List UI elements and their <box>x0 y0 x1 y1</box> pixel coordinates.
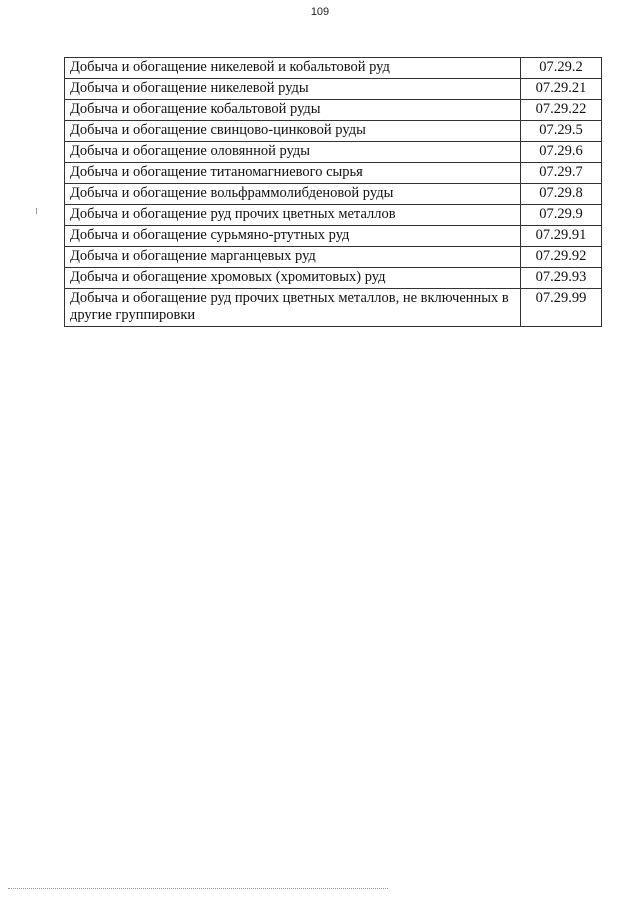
scan-artifact-line <box>8 888 388 889</box>
activity-name-cell: Добыча и обогащение никелевой руды <box>65 79 521 100</box>
classification-table <box>64 57 602 327</box>
table-row <box>65 142 602 163</box>
activity-name-cell: Добыча и обогащение оловянной руды <box>65 142 521 163</box>
table-row <box>65 268 602 289</box>
table-row <box>65 121 602 142</box>
table-row <box>65 100 602 121</box>
activity-name-cell: Добыча и обогащение вольфраммолибденовой руды <box>65 184 521 205</box>
activity-code-cell: 07.29.21 <box>521 79 602 100</box>
activity-code-cell: 07.29.9 <box>521 205 602 226</box>
activity-code-cell: 07.29.99 <box>521 289 602 327</box>
activity-name-cell: Добыча и обогащение руд прочих цветных металлов <box>65 205 521 226</box>
table-row <box>65 79 602 100</box>
activity-code-cell: 07.29.8 <box>521 184 602 205</box>
table-row <box>65 184 602 205</box>
activity-code-cell: 07.29.22 <box>521 100 602 121</box>
activity-name-cell: Добыча и обогащение руд прочих цветных металлов, не включенных в другие группировки <box>65 289 521 327</box>
activity-name-cell: Добыча и обогащение никелевой и кобальтовой руд <box>65 58 521 79</box>
activity-name-cell: Добыча и обогащение кобальтовой руды <box>65 100 521 121</box>
table-row <box>65 58 602 79</box>
table-row <box>65 226 602 247</box>
table-row <box>65 247 602 268</box>
activity-code-cell: 07.29.7 <box>521 163 602 184</box>
table-row <box>65 163 602 184</box>
activity-name-cell: Добыча и обогащение сурьмяно-ртутных руд <box>65 226 521 247</box>
activity-name-cell: Добыча и обогащение марганцевых руд <box>65 247 521 268</box>
activity-name-cell: Добыча и обогащение хромовых (хромитовых) руд <box>65 268 521 289</box>
table-row <box>65 205 602 226</box>
activity-code-cell: 07.29.2 <box>521 58 602 79</box>
activity-code-cell: 07.29.93 <box>521 268 602 289</box>
activity-code-cell: 07.29.5 <box>521 121 602 142</box>
activity-code-cell: 07.29.6 <box>521 142 602 163</box>
page-number: 109 <box>310 6 330 18</box>
scan-mark <box>36 208 37 214</box>
activity-code-cell: 07.29.92 <box>521 247 602 268</box>
table-row <box>65 289 602 327</box>
activity-code-cell: 07.29.91 <box>521 226 602 247</box>
activity-name-cell: Добыча и обогащение титаномагниевого сырья <box>65 163 521 184</box>
activity-name-cell: Добыча и обогащение свинцово-цинковой руды <box>65 121 521 142</box>
